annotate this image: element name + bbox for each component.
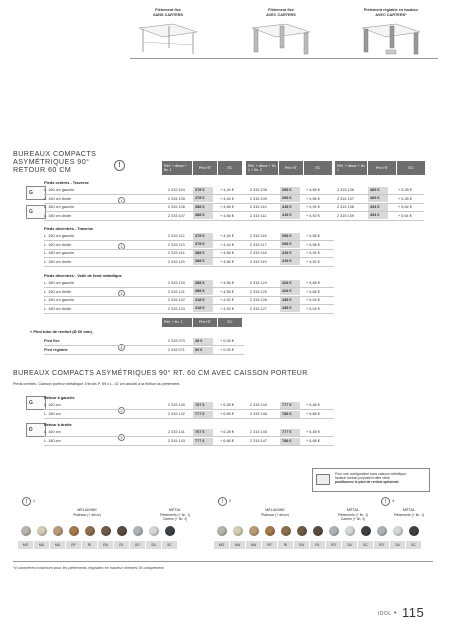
row-price: 398 € (280, 241, 300, 248)
row-ec: + 4,66 € (220, 205, 234, 209)
footer-bullet: • (394, 610, 397, 617)
illustration-caption: AVEC CARTERS* (375, 12, 407, 17)
row-price: 388 € (193, 212, 213, 219)
header-ec: EC (218, 318, 242, 327)
warning-icon: ! (381, 497, 390, 506)
row-divider (44, 445, 334, 446)
header-ref1: Réf. + décor + fin. 1 (162, 161, 192, 175)
section-title-line: ASYMÉTRIQUES 90° (13, 157, 90, 167)
section-title (13, 150, 96, 175)
desk-shape-letter: G (29, 209, 33, 215)
header-ec: EC (218, 161, 242, 175)
finish-code: RI (82, 541, 97, 549)
header-ec: EC (397, 161, 425, 175)
row-ref: 2 315 117 (250, 242, 267, 247)
row-price: 788 € (280, 411, 300, 418)
row-label: L. 160 cm droite (44, 242, 72, 247)
pied-title: » Pied tube de renfort (Ø 60 mm). (30, 329, 93, 334)
finish-sample-mg (21, 526, 31, 536)
row-ref: 2 315 145 (250, 430, 267, 434)
row-label: L. 160 cm droite (44, 289, 72, 294)
row-ref: 2 315 107 (168, 213, 185, 218)
finish-code: MG (214, 541, 229, 549)
row-ref: 2 315 105 (168, 196, 185, 201)
illustration-caption: Piètement fixe (268, 8, 294, 12)
row-ec: + 0,06 € (220, 339, 234, 343)
finish-number: 4 (392, 499, 395, 503)
row-price: 388 € (193, 250, 213, 257)
illustration-caption: AVEC CARTERS (266, 12, 296, 17)
row-ref: 2 315 124 (250, 281, 267, 285)
row-divider (44, 266, 334, 267)
row-price: 767 € (193, 429, 213, 436)
row-ec: + 4,58 € (306, 196, 320, 201)
finish-sample-rl (117, 526, 127, 536)
header-ec: EC (304, 161, 332, 175)
finish-sample-ma (233, 526, 243, 536)
row-price: 388 € (193, 204, 213, 211)
illustration-caption: Piètement réglable en hauteur (363, 8, 419, 12)
finish-sample-sa (345, 526, 355, 536)
row-price: 418 € (280, 204, 300, 211)
row-price: 777 € (193, 438, 213, 445)
row-price: 398 € (280, 187, 300, 194)
finish-circle: 3 (118, 243, 125, 250)
row-ec: + 4,58 € (306, 242, 320, 247)
section-title-line: BUREAUX COMPACTS (13, 149, 97, 158)
finish-col-sub: Piètements (+ fin. 1) (337, 513, 369, 517)
row-price: 777 € (193, 411, 213, 418)
group-title: Retour à droite (44, 422, 72, 427)
row-ec: + 4,58 € (306, 188, 320, 192)
row-divider (44, 220, 424, 221)
row-ec: + 5,64 € (398, 213, 412, 218)
warning-icon: ! (22, 497, 31, 506)
row-ec: + 4,92 € (306, 213, 320, 218)
row-price: 418 € (280, 212, 300, 219)
row-ec: + 4,44 € (220, 242, 234, 247)
finish-sample-so (133, 526, 143, 536)
row-ref: 2 315 113 (168, 242, 185, 247)
finish-code: MA (246, 541, 261, 549)
finish-code: RF (262, 541, 277, 549)
finish-col-sub: Piètements (+ fin. 1) (159, 513, 191, 517)
row-ref: 2 315 070 (168, 339, 185, 343)
header-prix: Prix HT (193, 318, 217, 327)
row-ref: 2 315 123 (168, 306, 185, 311)
finish-code: SC (358, 541, 373, 549)
section2-title: BUREAUX COMPACTS ASYMÉTRIQUES 90° RT. 60 CM AVEC CAISSON PORTEUR (13, 370, 308, 377)
finish-code: RA (294, 541, 309, 549)
section2-subtitle: Pieds centrés. Caisson porteur métallique 3 tiroirs P. 59 x L. 42 cm assorti à la finition du piètement. (13, 382, 181, 386)
finish-circle: 1 (118, 197, 125, 204)
table-row (44, 337, 244, 345)
section-title-line: RETOUR 60 CM (13, 165, 72, 175)
finish-code: SC (406, 541, 421, 549)
row-ec: + 4,66 € (220, 259, 234, 264)
row-ec: + 4,56 € (220, 281, 234, 285)
table-row (44, 258, 434, 266)
table-row (44, 232, 434, 240)
row-price: 777 € (280, 402, 300, 409)
desk-shape-icon (26, 186, 46, 200)
finish-col-title: MÉLAMINE (77, 508, 97, 512)
warning-icon: ! (218, 497, 227, 506)
row-ref: 2 315 119 (250, 259, 267, 264)
table-row (44, 288, 434, 296)
row-ref: 2 315 121 (168, 289, 185, 294)
finish-col-sub: Carters (+ fin. 2) (340, 517, 366, 521)
illustration-caption: SANS CARTERS (153, 12, 183, 17)
row-ec: + 5,28 € (398, 188, 412, 192)
row-ref: 2 315 144 (250, 403, 267, 407)
finish-code: RI (278, 541, 293, 549)
finish-sample-mg (217, 526, 227, 536)
finish-col-sub: Plateaux (+ décor) (73, 513, 101, 517)
row-ec: + 6,28 € (220, 403, 234, 407)
desk-shape-letter: D (29, 427, 33, 433)
finish-sample-ra (101, 526, 111, 536)
row-ec: + 4,58 € (306, 234, 320, 238)
finish-sample-ma (37, 526, 47, 536)
finish-circle: 3 (118, 290, 125, 297)
table-row (44, 203, 434, 211)
row-ref: 2 315 143 (168, 439, 185, 443)
group-title: Pieds décentrés - Voile de fond métallique (44, 273, 122, 278)
row-ec: + 5,64 € (398, 205, 412, 209)
row-price: 388 € (193, 258, 213, 265)
finish-col-title: MÉTAL (346, 508, 360, 512)
row-ec: + 4,44 € (220, 188, 234, 192)
table-row (44, 212, 434, 220)
row-divider (44, 418, 334, 419)
row-label: L. 180 cm gauche (44, 298, 75, 302)
row-label: L. 180 cm droite (44, 306, 72, 311)
row-ref: 2 315 116 (250, 234, 267, 238)
row-price: 777 € (280, 429, 300, 436)
row-price: 418 € (280, 258, 300, 265)
row-price: 788 € (280, 438, 300, 445)
finish-code: RL (310, 541, 325, 549)
finish-sample-sa (393, 526, 403, 536)
row-price: 767 € (193, 402, 213, 409)
row-ref: 2 315 125 (250, 289, 267, 294)
row-ec: + 4,44 € (220, 234, 234, 238)
finish-col-sub: Piètements (+ fin. 1) (393, 513, 425, 517)
finish-code: RF (66, 541, 81, 549)
row-divider (44, 313, 334, 314)
row-price: 428 € (280, 288, 300, 295)
desk-leg-drawing (246, 20, 316, 58)
info-note (312, 468, 430, 492)
divider (130, 58, 438, 59)
row-ec: + 4,92 € (306, 259, 320, 264)
footnote: *4 caractères maximum pour les piètements réglables en hauteur orientés 90 uniquement. (13, 566, 165, 570)
row-price: 388 € (193, 280, 213, 287)
row-label: L. 180 cm droite (44, 213, 72, 218)
table-row (44, 305, 434, 313)
row-label: L. 160 cm droite (44, 196, 72, 201)
finish-col-title: MÉLAMINE (265, 508, 285, 512)
row-ec: + 5,28 € (398, 196, 412, 201)
table-row (44, 410, 344, 418)
group-title: Retour à gauche (44, 395, 75, 400)
row-price: 398 € (280, 195, 300, 202)
row-price: 378 € (193, 195, 213, 202)
illustration-fixed-with-carters (245, 8, 317, 58)
finish-circle: 2 (118, 407, 125, 414)
row-ref: 2 315 142 (168, 412, 185, 416)
row-ref: 2 315 104 (168, 188, 185, 192)
illustration-fixed-no-carters (132, 8, 204, 58)
row-label: L. 160 cm (44, 430, 61, 434)
desk-shape-letter: G (29, 400, 33, 406)
row-label: L. 160 cm (44, 403, 61, 407)
row-ref: 2 315 109 (250, 196, 267, 201)
finish-col-title: MÉTAL (402, 508, 416, 512)
row-ec: + 6,66 € (220, 412, 234, 416)
finish-col-sub: Plateaux (+ décor) (261, 513, 289, 517)
row-ec: + 5,04 € (306, 306, 320, 311)
header-ref2: Réf. + décor + fin. 1 + fin. 2 (246, 161, 278, 175)
finish-sample-ma (53, 526, 63, 536)
row-ref: 2 315 141 (168, 430, 185, 434)
row-ref: 2 315 114 (168, 251, 185, 255)
finish-col-title: MÉTAL (168, 508, 182, 512)
note-line: Pour une configuration sans caisson métallique, (335, 472, 407, 476)
table-row (44, 241, 434, 249)
row-price: 378 € (193, 233, 213, 240)
finish-code: MA (34, 541, 49, 549)
finish-sample-ra (297, 526, 307, 536)
row-ec: + 6,48 € (306, 403, 320, 407)
finish-code: SA (342, 541, 357, 549)
row-price: 494 € (368, 212, 388, 219)
finish-sample-sa (149, 526, 159, 536)
finish-code: RA (98, 541, 113, 549)
row-ec: + 4,68 € (306, 281, 320, 285)
row-ec: + 4,44 € (220, 196, 234, 201)
row-ref: 2 315 118 (250, 251, 267, 255)
finish-sample-sc (165, 526, 175, 536)
header-prix: Prix HT (279, 161, 303, 175)
row-ref: 2 315 126 (250, 298, 267, 302)
row-ref: 2 315 111 (250, 213, 267, 218)
row-ec: + 4,92 € (220, 306, 234, 311)
page-number: 115 (402, 605, 425, 620)
finish-sample-sc (409, 526, 419, 536)
row-price: 483 € (368, 195, 388, 202)
finish-code: SC (162, 541, 177, 549)
note-line: fauteuil bureau polyvalent offre idéal, (335, 476, 391, 481)
row-ref: 2 315 127 (250, 306, 267, 311)
finish-sample-rf (69, 526, 79, 536)
row-ec: + 6,68 € (306, 439, 320, 443)
row-price: 483 € (368, 187, 388, 194)
table-row (44, 437, 344, 445)
divider (13, 561, 433, 562)
row-price: 428 € (280, 280, 300, 287)
header-ref3: Réf. + décor + fin. 1 (335, 161, 367, 175)
finish-code: RL (114, 541, 129, 549)
row-label: L. 160 cm gauche (44, 234, 75, 238)
group-title: Pieds décentrés - Traverse (44, 226, 94, 231)
row-ref: 2 315 110 (250, 205, 267, 209)
finish-sample-sc (361, 526, 371, 536)
row-price: 418 € (280, 250, 300, 257)
row-ec: + 4,92 € (306, 251, 320, 255)
table-row (44, 296, 434, 304)
finish-code: SO (374, 541, 389, 549)
illustration-adjustable (352, 8, 430, 58)
row-price: 378 € (193, 187, 213, 194)
finish-code: SO (130, 541, 145, 549)
row-ref: 2 315 115 (168, 259, 185, 264)
table-row (44, 186, 434, 194)
finish-number: 1 (33, 499, 36, 503)
row-ec: + 6,66 € (220, 439, 234, 443)
finish-circle: 4 (118, 344, 125, 351)
finish-sample-ri (281, 526, 291, 536)
finish-code: MA (50, 541, 65, 549)
table-row (44, 195, 434, 203)
desk-leg-drawing (133, 20, 203, 58)
row-ec: + 0,05 € (220, 348, 234, 352)
row-ref: 2 315 146 (250, 412, 267, 416)
finish-sample-rl (313, 526, 323, 536)
row-price: 60 € (193, 347, 213, 354)
row-ec: + 4,92 € (220, 298, 234, 302)
group-title: Pieds centrés - Traverse (44, 180, 89, 185)
row-price: 418 € (193, 305, 213, 312)
row-ref: 2 315 136 (337, 188, 354, 192)
row-price: 398 € (280, 233, 300, 240)
finish-col-sub: Carters (+ fin. 2) (162, 517, 188, 521)
finish-sample-ri (85, 526, 95, 536)
row-label: L. 180 cm gauche (44, 251, 75, 255)
finish-sample-rf (265, 526, 275, 536)
row-label: Pied réglable (44, 348, 68, 352)
header-prix: Prix HT (193, 161, 217, 175)
row-ref: 2 315 140 (168, 403, 185, 407)
finish-code: SA (390, 541, 405, 549)
finish-code: MG (18, 541, 33, 549)
row-price: 494 € (368, 204, 388, 211)
finish-code: SA (146, 541, 161, 549)
row-price: 388 € (193, 288, 213, 295)
header-ref: Réf. + fin. 1 (162, 318, 192, 327)
row-ref: 2 315 071 (168, 348, 185, 352)
finish-code: SO (326, 541, 341, 549)
header-prix: Prix HT (368, 161, 396, 175)
table-row (44, 428, 344, 436)
desk-leg-drawing (356, 20, 426, 58)
desk-shape-icon (26, 205, 46, 219)
desk-shape-letter: G (29, 190, 33, 196)
row-divider (44, 354, 244, 355)
row-ref: 2 315 106 (168, 205, 185, 209)
row-price: 418 € (193, 297, 213, 304)
row-price: 378 € (193, 241, 213, 248)
row-ec: + 4,56 € (220, 289, 234, 294)
finish-circle: 3 (118, 434, 125, 441)
row-ref: 2 315 137 (337, 196, 354, 201)
finish-code: MA (230, 541, 245, 549)
desk-shape-icon (26, 396, 46, 410)
row-ec: + 4,92 € (306, 205, 320, 209)
row-ec: + 4,68 € (306, 289, 320, 294)
row-ec: + 6,48 € (306, 430, 320, 434)
finish-sample-ma (249, 526, 259, 536)
row-label: L. 160 cm gauche (44, 281, 75, 285)
finish-number: 2 (229, 499, 232, 503)
row-price: 438 € (280, 305, 300, 312)
brand-label: IDOL (378, 611, 392, 617)
row-ref: 2 315 108 (250, 188, 267, 192)
row-ref: 2 315 139 (337, 213, 354, 218)
row-ec: + 6,28 € (220, 430, 234, 434)
finish-sample-so (329, 526, 339, 536)
row-label: L. 180 cm (44, 412, 61, 416)
row-ec: + 6,68 € (306, 412, 320, 416)
row-ec: + 4,66 € (220, 213, 234, 218)
row-ref: 2 315 122 (168, 298, 185, 302)
row-label: L. 180 cm gauche (44, 205, 75, 209)
row-ref: 2 315 120 (168, 281, 185, 285)
warning-icon: ! (114, 160, 125, 171)
row-ref: 2 315 112 (168, 234, 185, 238)
office-chair-icon (316, 474, 330, 485)
table-row (44, 249, 434, 257)
row-ref: 2 315 138 (337, 205, 354, 209)
table-row (44, 401, 344, 409)
row-label: Pied fixe (44, 339, 60, 343)
illustration-caption: Piètement fixe (155, 8, 181, 12)
row-ref: 2 315 147 (250, 439, 267, 443)
row-price: 28 € (193, 338, 213, 345)
table-row (44, 279, 434, 287)
table-row (44, 346, 244, 354)
row-label: L. 180 cm (44, 439, 61, 443)
row-ec: + 5,04 € (306, 298, 320, 302)
note-line: positionnez le pied de renfort optionnel. (335, 480, 400, 485)
desk-shape-icon (26, 423, 46, 437)
row-label: L. 160 cm gauche (44, 188, 75, 192)
finish-sample-so (377, 526, 387, 536)
row-label: L. 180 cm droite (44, 259, 72, 264)
row-ec: + 4,66 € (220, 251, 234, 255)
row-price: 438 € (280, 297, 300, 304)
